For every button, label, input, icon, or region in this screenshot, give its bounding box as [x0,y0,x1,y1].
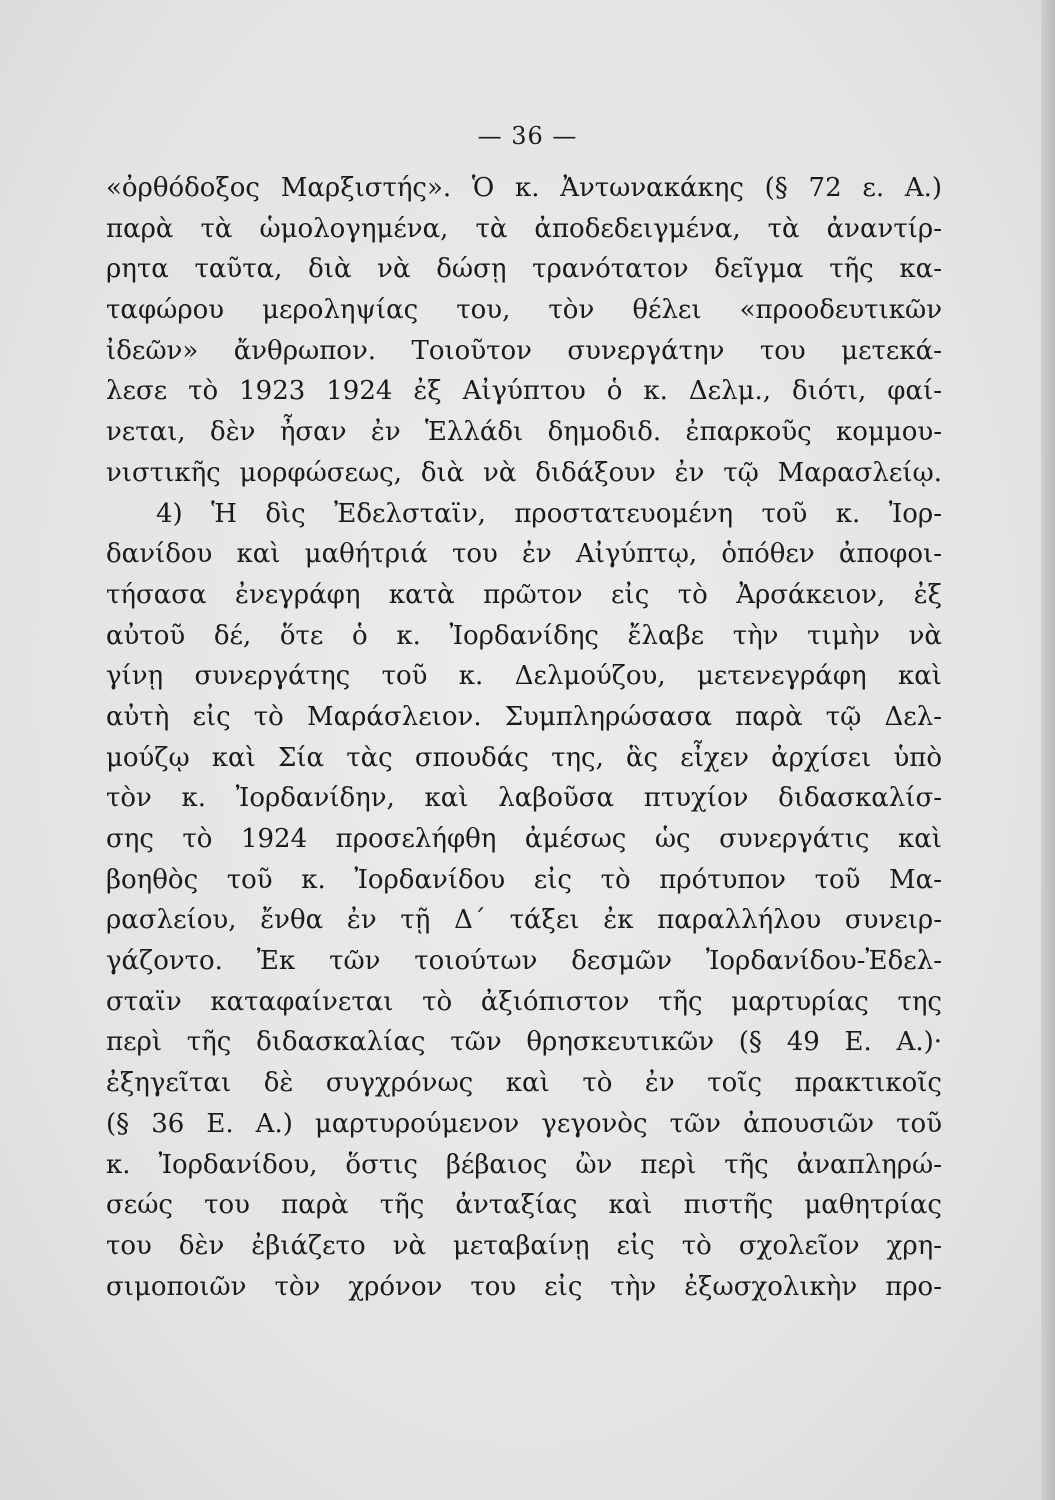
text-line: σεώς του παρὰ τῆς ἀνταξίας καὶ πιστῆς μαθητρίας [106,1190,942,1221]
text-line: δανίδου καὶ μαθήτριά του ἐν Αἰγύπτῳ, ὁπόθεν ἀποφοι- [106,539,942,570]
text-line: του δὲν ἐβιάζετο νὰ μεταβαίνῃ εἰς τὸ σχολεῖον χρη- [106,1230,942,1261]
text-line: (§ 36 Ε. Α.) μαρτυρούμενον γεγονὸς τῶν ἀπουσιῶν τοῦ [106,1108,942,1139]
text-line: ρασλείου, ἔνθα ἐν τῇ Δ΄ τάξει ἐκ παραλλήλου συνειρ- [106,905,942,936]
text-line: γάζοντο. Ἐκ τῶν τοιούτων δεσμῶν Ἰορδανίδου-Ἐδελ- [106,946,942,977]
paragraph-start-line: 4) Ἡ δὶς Ἐδελσταϊν, προστατευομένη τοῦ κ. Ἰορ- [156,498,942,529]
text-line: αὐτοῦ δέ, ὅτε ὁ κ. Ἰορδανίδης ἔλαβε τὴν τιμὴν νὰ [106,620,942,651]
text-line: σταϊν καταφαίνεται τὸ ἀξιόπιστον τῆς μαρτυρίας της [106,986,942,1017]
text-line: σιμοποιῶν τὸν χρόνον του εἰς τὴν ἐξωσχολικὴν προ- [106,1271,942,1302]
text-line: βοηθὸς τοῦ κ. Ἰορδανίδου εἰς τὸ πρότυπον τοῦ Μα- [106,864,942,895]
text-line: σης τὸ 1924 προσελήφθη ἀμέσως ὡς συνεργάτις καὶ [106,824,942,854]
text-line: λεσε τὸ 1923 1924 ἐξ Αἰγύπτου ὁ κ. Δελμ., διότι, φαί- [106,376,942,407]
text-line: τὸν κ. Ἰορδανίδην, καὶ λαβοῦσα πτυχίον διδασκαλίσ- [106,783,942,814]
text-line: περὶ τῆς διδασκαλίας τῶν θρησκευτικῶν (§ 49 Ε. Α.)· [106,1027,942,1058]
body-text [106,168,942,1307]
text-line: ἐξηγεῖται δὲ συγχρόνως καὶ τὸ ἐν τοῖς πρακτικοῖς [106,1068,942,1099]
text-line: τήσασα ἐνεγράφη κατὰ πρῶτον εἰς τὸ Ἀρσάκειον, ἐξ [106,579,942,610]
text-line: νεται, δὲν ἦσαν ἐν Ἑλλάδι δημοδιδ. ἐπαρκοῦς κομμου- [106,417,942,448]
text-line: παρὰ τὰ ὡμολογημένα, τὰ ἀποδεδειγμένα, τὰ ἀναντίρ- [106,213,942,244]
text-line: κ. Ἰορδανίδου, ὅστις βέβαιος ὢν περὶ τῆς ἀναπληρώ- [106,1149,942,1180]
page-number: — 36 — [477,122,578,150]
text-line: νιστικῆς μορφώσεως, διὰ νὰ διδάξουν ἐν τῷ Μαρασλείῳ. [106,457,942,488]
text-line: γίνῃ συνεργάτης τοῦ κ. Δελμούζου, μετενεγράφη καὶ [106,661,942,692]
text-line: «ὀρθόδοξος Μαρξιστής». Ὁ κ. Ἀντωνακάκης (§ 72 ε. Α.) [106,173,942,203]
text-line: μούζῳ καὶ Σία τὰς σπουδάς της, ἃς εἶχεν ἀρχίσει ὑπὸ [106,742,942,773]
text-line: ρητα ταῦτα, διὰ νὰ δώσῃ τρανότατον δεῖγμα τῆς κα- [106,254,942,285]
page-edge-shadow [1041,0,1055,1500]
text-line: ταφώρου μεροληψίας του, τὸν θέλει «προοδευτικῶν [106,295,942,326]
text-line: ἰδεῶν» ἄνθρωπον. Τοιοῦτον συνεργάτην του μετεκά- [106,335,942,366]
text-line: αὐτὴ εἰς τὸ Μαράσλειον. Συμπληρώσασα παρὰ τῷ Δελ- [106,701,942,732]
